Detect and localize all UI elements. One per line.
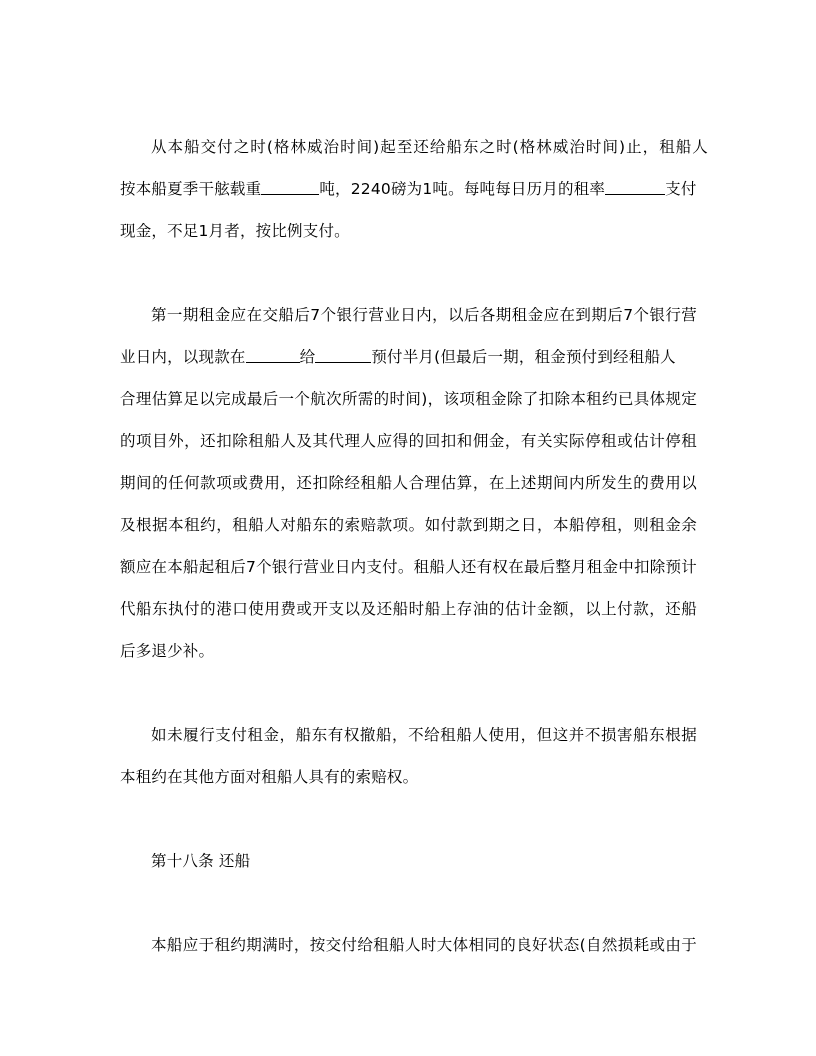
para1-line2-text-c: 支付 xyxy=(665,180,697,198)
para4-line1: 本船应于租约期满时，按交付给租船人时大体相同的良好状态(自然损耗或由于 xyxy=(151,936,697,954)
para2-line5: 期间的任何款项或费用，还扣除经租船人合理估算，在上述期间内所发生的费用以 xyxy=(120,474,697,492)
para3-line2: 本租约在其他方面对租船人具有的索赔权。 xyxy=(120,768,419,786)
fill-blank-payee xyxy=(315,347,371,363)
para2-line4: 的项目外，还扣除租船人及其代理人应得的回扣和佣金，有关实际停租或估计停租 xyxy=(120,432,697,450)
para2-line2 xyxy=(120,347,676,367)
para1-line1: 从本船交付之时(格林威治时间)起至还给船东之时(格林威治时间)止，租船人 xyxy=(151,138,708,156)
para1-line2-text-a: 按本船夏季干舷载重 xyxy=(120,180,262,198)
para1-line2 xyxy=(120,179,697,199)
para3-line1: 如未履行支付租金，船东有权撤船，不给租船人使用，但这并不损害船东根据 xyxy=(151,726,697,744)
fill-blank-hire-rate xyxy=(605,179,665,195)
para2-line1: 第一期租金应在交船后7个银行营业日内，以后各期租金应在到期后7个银行营 xyxy=(151,306,697,324)
para1-line3: 现金，不足1月者，按比例支付。 xyxy=(120,222,350,240)
para1-line2-text-b: 吨，2240磅为1吨。每吨每日历月的租率 xyxy=(319,180,606,198)
para2-line7: 额应在本船起租后7个银行营业日内支付。租船人还有权在最后整月租金中扣除预计 xyxy=(120,558,697,576)
para2-line2-text-a: 业日内，以现款在 xyxy=(120,348,246,366)
para2-line3: 合理估算足以完成最后一个航次所需的时间)，该项租金除了扣除本租约已具体规定 xyxy=(120,390,697,408)
para2-line8: 代船东执付的港口使用费或开支以及还船时船上存油的估计金额，以上付款，还船 xyxy=(120,600,697,618)
para2-line2-text-b: 给 xyxy=(299,348,316,366)
para2-line2-text-c: 预付半月(但最后一期，租金预付到经租船人 xyxy=(371,348,676,366)
fill-blank-payment-place xyxy=(246,347,300,363)
article-18-heading: 第十八条 还船 xyxy=(151,852,251,870)
para2-line9: 后多退少补。 xyxy=(120,642,215,660)
fill-blank-deadweight xyxy=(261,179,319,195)
para2-line6: 及根据本租约，租船人对船东的索赔款项。如付款到期之日，本船停租，则租金余 xyxy=(120,516,697,534)
